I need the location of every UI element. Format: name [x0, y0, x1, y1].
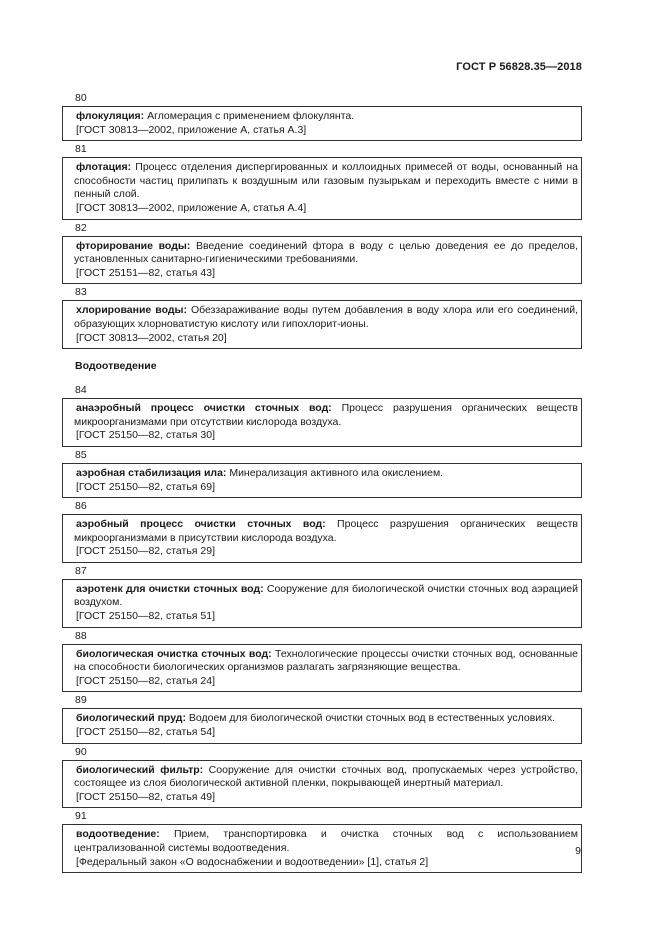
term-definition: Сооружение для биологической очистки сточных вод аэрацией воздухом.	[74, 582, 578, 609]
section-title: Водоотведение	[75, 360, 157, 373]
term-entry	[62, 398, 582, 447]
term-name: биологический пруд:	[76, 712, 186, 725]
entry-number: 83	[75, 286, 87, 299]
term-entry	[62, 708, 582, 743]
term-definition-paragraph	[74, 402, 578, 429]
term-definition-paragraph	[74, 648, 578, 675]
term-entry	[62, 644, 582, 693]
term-definition-paragraph	[74, 828, 578, 855]
term-definition-paragraph	[74, 110, 578, 124]
entry-number: 84	[75, 384, 87, 397]
term-source-reference: [ГОСТ 25150—82, статья 51]	[76, 610, 215, 623]
term-entry	[62, 514, 582, 563]
entry-number: 88	[75, 629, 87, 642]
term-name: флотация:	[76, 161, 132, 174]
term-definition-paragraph	[74, 240, 578, 267]
term-entry	[62, 463, 582, 498]
term-source-reference: [ГОСТ 25151—82, статья 43]	[76, 266, 215, 279]
entry-number: 87	[75, 564, 87, 577]
term-definition: Агломерация с применением флокулянта.	[144, 110, 355, 122]
terms-group-drainage	[62, 383, 582, 873]
term-name: анаэробный процесс очистки сточных вод:	[76, 402, 332, 415]
term-definition: Прием, транспортировка и очистка сточных вод с использованием централизованной системы водоотведения.	[74, 828, 578, 854]
entry-number: 82	[75, 221, 87, 234]
terms-list	[62, 91, 582, 874]
terms-group-water-supply	[62, 91, 582, 349]
entry-number: 90	[75, 745, 87, 758]
term-definition: Процесс разрушения органических веществ микроорганизмами при отсутствии кислорода воздуха.	[74, 402, 578, 428]
term-definition: Процесс отделения диспергированных и коллоидных примесей от воды, основанный на способности частиц прилипать к воздушным или газовым пузырькам и переходить вместе с ними в пенный слой.	[74, 161, 578, 201]
entry-number: 80	[75, 92, 87, 104]
term-definition-paragraph	[74, 712, 578, 726]
term-definition: Обеззараживание воды путем добавления в воду хлора или его соединений, образующих хлорноватистую кислоту или гипохлорит-ионы.	[74, 304, 578, 330]
term-source-reference: [Федеральный закон «О водоснабжении и водоотведении» [1], статья 2]	[76, 855, 429, 868]
term-definition-paragraph	[74, 304, 578, 331]
entry-number: 81	[75, 143, 87, 156]
term-source-reference: [ГОСТ 25150—82, статья 54]	[76, 726, 215, 739]
term-definition-paragraph	[74, 764, 578, 791]
term-entry	[62, 824, 582, 873]
term-name: аэротенк для очистки сточных вод:	[76, 582, 264, 595]
term-source-reference: [ГОСТ 30813—2002, приложение А, статья А.4]	[76, 201, 307, 214]
term-source-reference: [ГОСТ 25150—82, статья 30]	[76, 429, 215, 442]
term-definition: Сооружение для очистки сточных вод, пропускаемых через устройство, состоящее из слоя биологической активной пленки, покрывающей инертный материал.	[74, 763, 578, 790]
term-entry	[62, 579, 582, 628]
term-entry	[62, 106, 582, 141]
term-entry	[62, 760, 582, 809]
term-definition: Процесс разрушения органических веществ микроорганизмами в присутствии кислорода воздуха.	[74, 518, 578, 544]
term-source-reference: [ГОСТ 30813—2002, приложение А, статья А.3]	[76, 123, 307, 136]
term-definition: Технологические процессы очистки сточных вод, основанные на способности биологических организмов разлагать загрязняющие вещества.	[74, 647, 578, 674]
term-source-reference: [ГОСТ 25150—82, статья 24]	[76, 674, 215, 687]
term-source-reference: [ГОСТ 30813—2002, статья 20]	[76, 331, 227, 344]
entry-number: 91	[75, 810, 87, 823]
term-definition: Введение соединений фтора в воду с целью доведения ее до пределов, установленных санитарно-гигиеническими требованиями.	[74, 239, 579, 266]
term-definition-paragraph	[74, 467, 578, 481]
term-name: флокуляция:	[76, 110, 145, 122]
term-name: водоотведение:	[76, 828, 160, 841]
page-number: 9	[575, 845, 581, 857]
term-entry	[62, 157, 582, 219]
term-source-reference: [ГОСТ 25150—82, статья 69]	[76, 480, 215, 493]
term-definition: Водоем для биологической очистки сточных вод в естественных условиях.	[185, 712, 556, 725]
entry-number: 86	[75, 500, 87, 513]
term-name: аэробный процесс очистки сточных вод:	[76, 518, 326, 531]
term-definition: Минерализация активного ила окислением.	[226, 466, 444, 479]
term-definition-paragraph	[74, 518, 578, 545]
term-name: аэробная стабилизация ила:	[76, 466, 227, 479]
term-name: биологическая очистка сточных вод:	[76, 647, 272, 660]
term-source-reference: [ГОСТ 25150—82, статья 49]	[76, 790, 215, 803]
term-source-reference: [ГОСТ 25150—82, статья 29]	[76, 545, 215, 558]
entry-number: 85	[75, 448, 87, 461]
term-name: хлорирование воды:	[76, 304, 187, 317]
document-code: ГОСТ Р 56828.35—2018	[456, 61, 582, 73]
term-name: фторирование воды:	[76, 239, 191, 252]
entry-number: 89	[75, 694, 87, 707]
term-definition-paragraph	[74, 161, 578, 202]
term-name: биологический фильтр:	[76, 763, 204, 776]
term-entry	[62, 300, 582, 349]
term-definition-paragraph	[74, 583, 578, 610]
term-entry	[62, 236, 582, 285]
